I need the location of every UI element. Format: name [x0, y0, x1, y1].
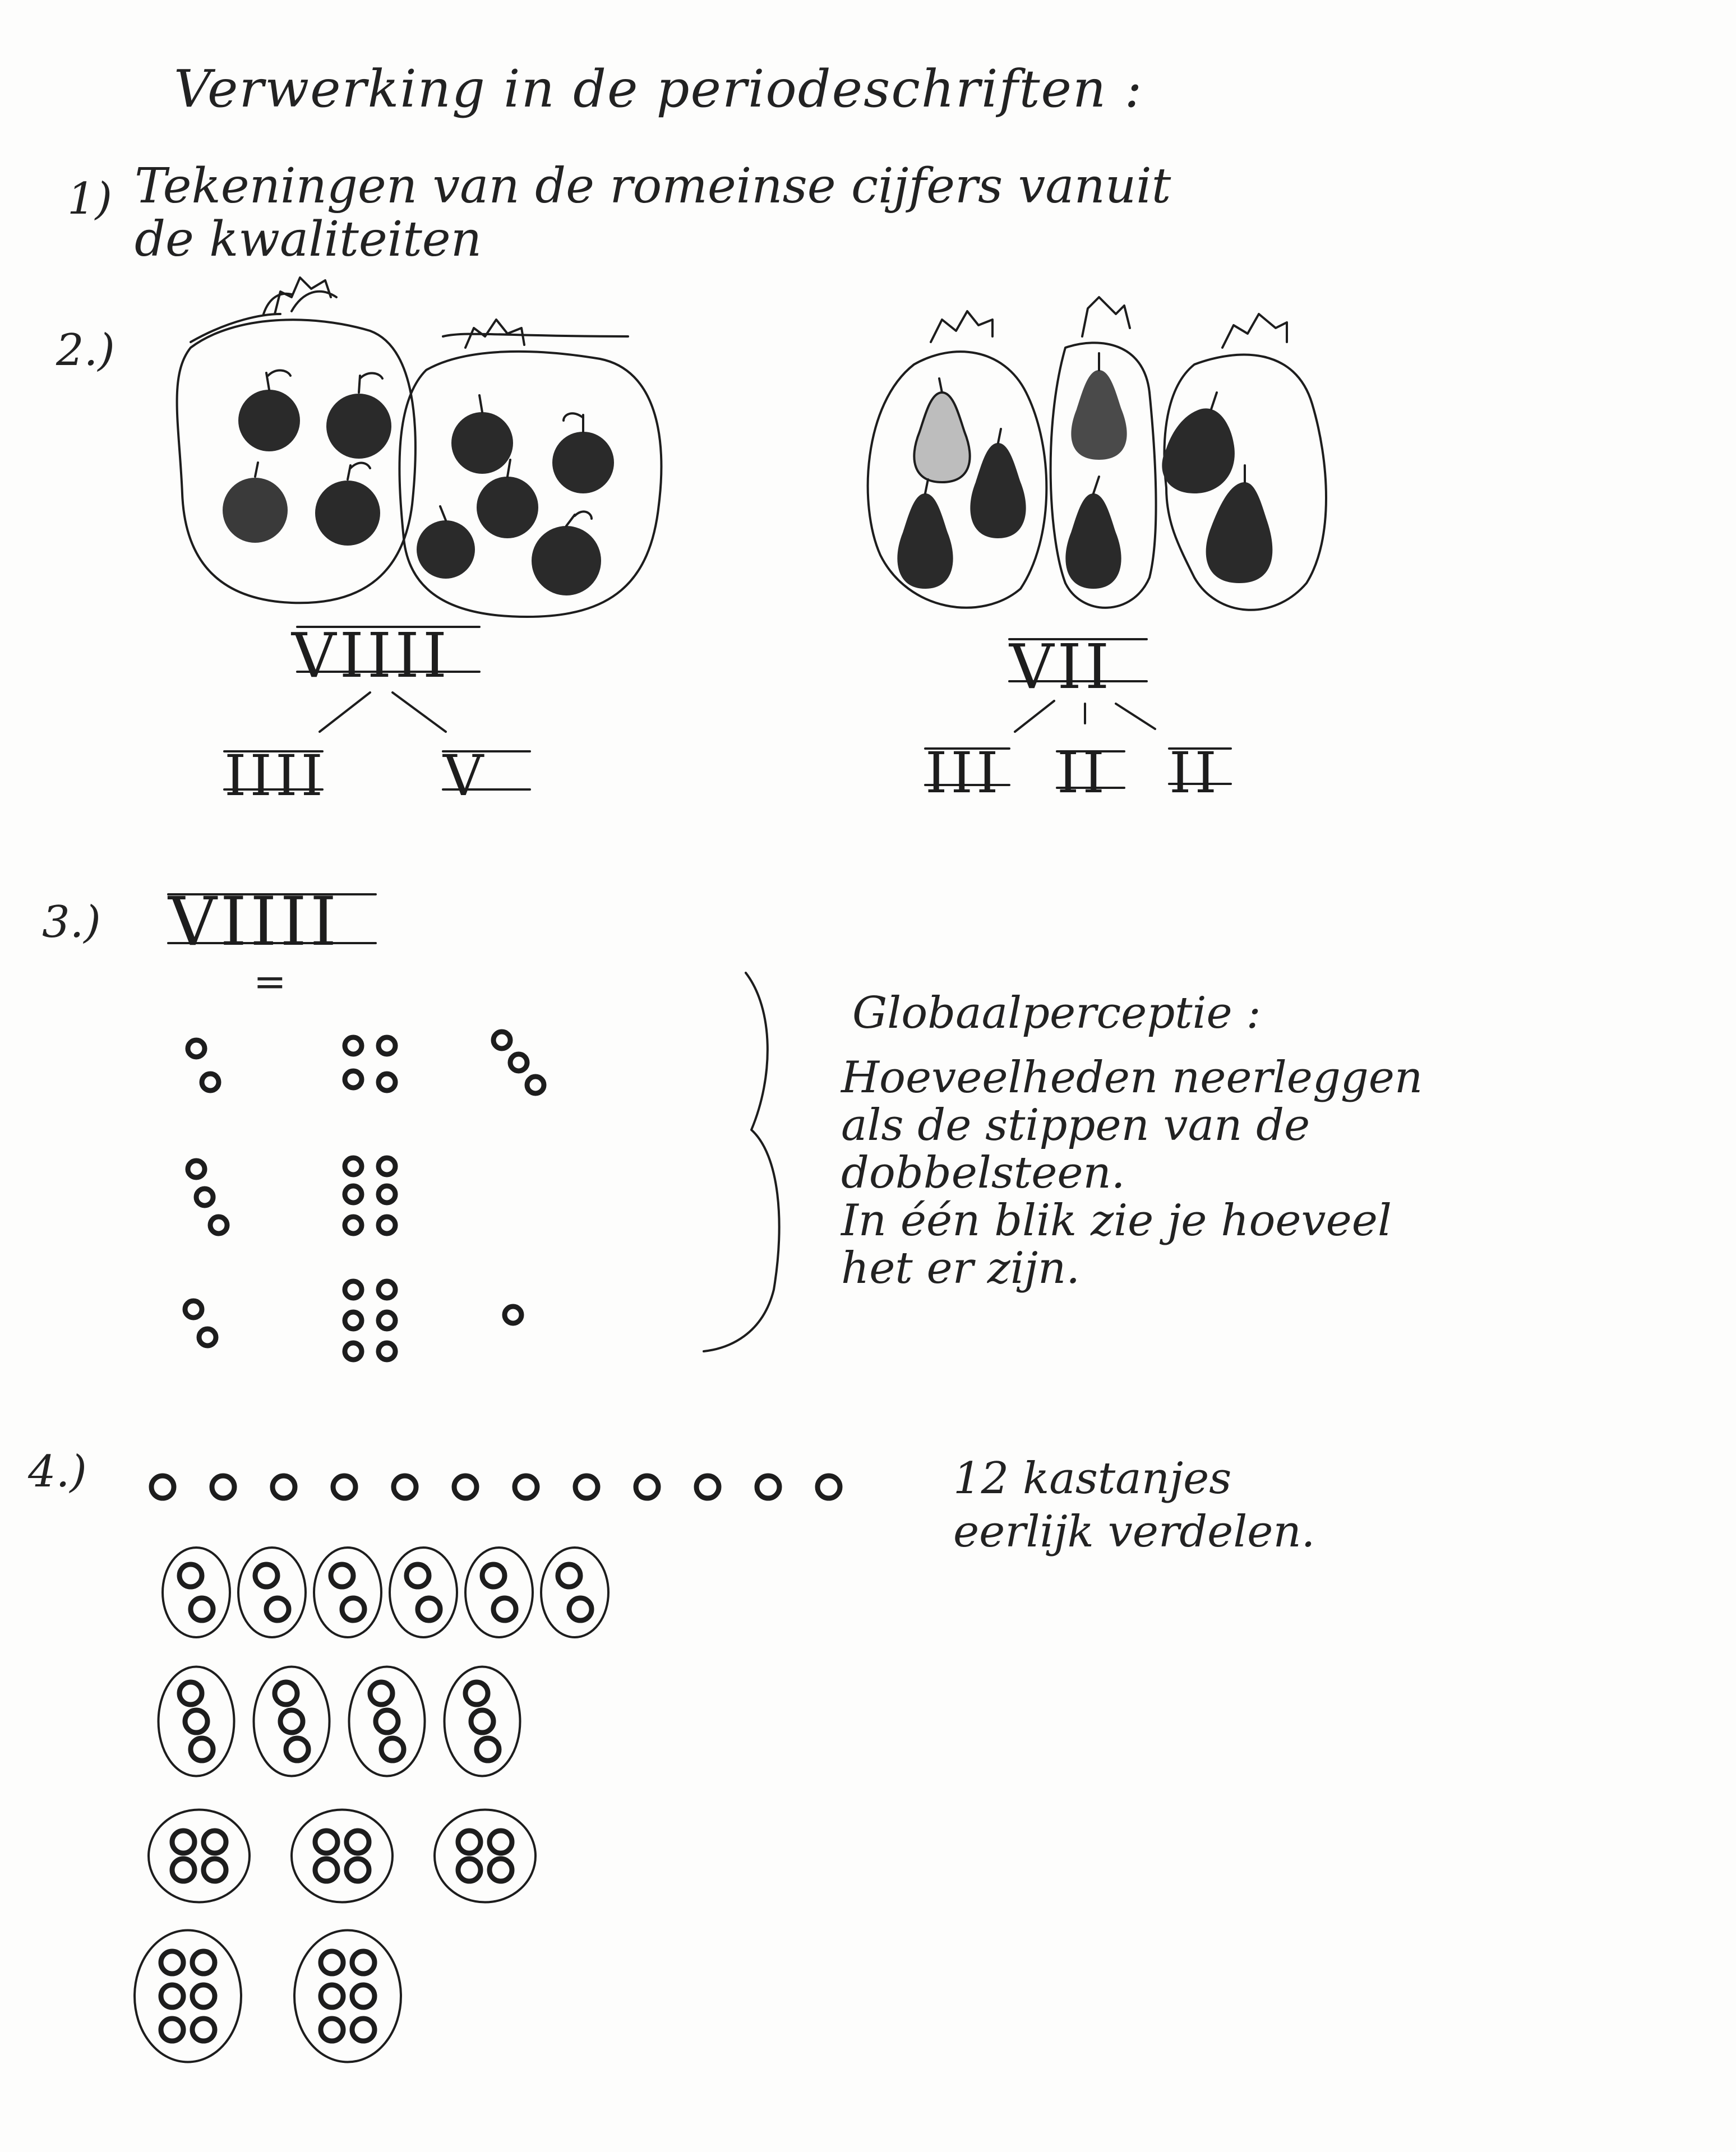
chestnut-dot: [347, 1831, 369, 1853]
chestnut-dot: [204, 1859, 226, 1881]
chestnut-dot: [458, 1859, 481, 1881]
section-1-number: 1): [67, 174, 113, 224]
chestnut-dot: [493, 1598, 516, 1620]
chestnut-dot: [465, 1682, 488, 1705]
chestnut-dot: [192, 1951, 215, 1974]
dice-dot: [378, 1037, 395, 1054]
apple-icon: [532, 511, 601, 595]
chestnut-dot: [333, 1476, 355, 1498]
chestnut-dot: [151, 1476, 174, 1498]
dice-dot: [210, 1217, 227, 1234]
chestnut-dot: [458, 1831, 481, 1853]
section-4-number: 4.): [28, 1447, 87, 1497]
apple-part-numeral-1: IIII: [224, 743, 327, 809]
chestnut-dot: [212, 1476, 234, 1498]
group-oval: [163, 1548, 230, 1637]
chestnut-dot: [407, 1564, 429, 1587]
dice-dot: [188, 1040, 205, 1057]
apple-icon: [223, 463, 288, 543]
note-line-5: In één blik zie je hoeveel: [841, 1195, 1392, 1246]
chestnut-dot: [454, 1476, 477, 1498]
dice-dot: [510, 1054, 527, 1071]
dice-dot: [202, 1074, 219, 1091]
dice-dot: [345, 1186, 362, 1203]
chestnut-dot: [575, 1476, 598, 1498]
group-oval: [149, 1810, 250, 1902]
dice-dot: [505, 1306, 521, 1323]
chestnut-dot: [172, 1831, 195, 1853]
section-1-line-1: Tekeningen van de romeinse cijfers vanuit: [135, 158, 1171, 214]
pear-icon: [1162, 392, 1235, 493]
dice-dot: [345, 1343, 362, 1360]
chestnut-dot: [490, 1859, 512, 1881]
chestnut-dot: [315, 1859, 338, 1881]
dice-dot: [527, 1077, 544, 1093]
dice-dot: [493, 1032, 510, 1049]
chestnut-dot: [376, 1710, 398, 1733]
chestnut-dot: [471, 1710, 493, 1733]
section-2-number: 2.): [56, 325, 115, 376]
pear-icon: [914, 378, 969, 482]
section-1-line-2: de kwaliteiten: [135, 211, 482, 267]
chestnut-dot: [275, 1682, 297, 1705]
chestnut-dot: [569, 1598, 592, 1620]
chestnut-dot: [477, 1738, 499, 1761]
chestnut-dot: [192, 1985, 215, 2007]
note-line-4: dobbelsteen.: [841, 1148, 1125, 1198]
chestnut-dot: [352, 2019, 375, 2041]
curly-brace: [704, 973, 779, 1351]
group-oval: [135, 1931, 241, 2062]
chestnut-dot: [818, 1476, 840, 1498]
chestnut-dot: [266, 1598, 289, 1620]
chestnut-dot: [273, 1476, 295, 1498]
dice-dot: [378, 1186, 395, 1203]
chestnut-dot: [255, 1564, 278, 1587]
dice-dot: [345, 1281, 362, 1298]
chestnut-dot: [558, 1564, 580, 1587]
chestnut-dot: [315, 1831, 338, 1853]
chestnut-dot: [185, 1710, 207, 1733]
dice-dot: [378, 1312, 395, 1329]
section-4-note-line-2: eerlijk verdelen.: [953, 1507, 1315, 1557]
dice-dot: [196, 1189, 213, 1206]
chestnut-dot: [321, 1985, 343, 2007]
apple-icon: [451, 395, 513, 474]
chestnut-dot: [192, 2019, 215, 2041]
group-oval: [541, 1548, 608, 1637]
dice-dot: [378, 1281, 395, 1298]
chestnut-dot: [179, 1564, 202, 1587]
chestnut-dot: [179, 1682, 202, 1705]
chestnut-dot: [757, 1476, 779, 1498]
chestnut-dot: [172, 1859, 195, 1881]
group-oval: [314, 1548, 381, 1637]
chestnut-dot: [331, 1564, 353, 1587]
pear-icon: [897, 479, 953, 589]
pear-icon: [1071, 353, 1126, 460]
chestnut-dot: [161, 1985, 183, 2007]
chestnut-dot: [191, 1738, 213, 1761]
pear-total-numeral: VII: [1009, 631, 1113, 703]
pear-icon: [970, 429, 1026, 538]
chestnut-dot: [490, 1831, 512, 1853]
apple-icon: [238, 371, 300, 451]
apple-part-numeral-2: V: [443, 743, 487, 809]
apple-icon: [315, 463, 380, 546]
note-line-3: als de stippen van de: [841, 1100, 1310, 1151]
section-4-note-line-1: 12 kastanjes: [953, 1453, 1232, 1504]
chestnut-dot: [342, 1598, 364, 1620]
dice-dot: [378, 1217, 395, 1234]
dice-dot: [345, 1158, 362, 1175]
equals-sign: =: [253, 959, 287, 1005]
chestnut-row: [151, 1476, 840, 1498]
dice-dot: [345, 1071, 362, 1088]
pear-part-numeral-3: II: [1169, 740, 1221, 806]
chestnut-dot: [321, 2019, 343, 2041]
note-line-2: Hoeveelheden neerleggen: [841, 1052, 1423, 1103]
section-3-numeral-bars: [168, 894, 376, 943]
chestnut-dot: [191, 1598, 213, 1620]
chestnut-dot: [204, 1831, 226, 1853]
section-3-numeral: VIIII: [168, 883, 340, 961]
dice-dot: [185, 1301, 202, 1318]
page-title: Verwerking in de periodeschriften :: [174, 59, 1143, 119]
group-oval: [292, 1810, 393, 1902]
note-line-1: Globaalperceptie :: [852, 988, 1261, 1038]
chestnut-dot: [280, 1710, 303, 1733]
pear-icon-group: [897, 353, 1272, 589]
chestnut-dot: [352, 1951, 375, 1974]
group-oval: [238, 1548, 306, 1637]
apple-icon-group: [223, 371, 614, 595]
dice-dot-patterns: [185, 1032, 544, 1360]
pear-part-numeral-2: II: [1057, 740, 1109, 806]
chestnut-dot: [515, 1476, 537, 1498]
group-oval: [465, 1548, 533, 1637]
apple-numeral-bars: [224, 627, 530, 789]
dice-dot: [345, 1037, 362, 1054]
dice-dot: [378, 1074, 395, 1091]
apple-total-numeral: VIIII: [292, 620, 451, 691]
note-line-6: het er zijn.: [841, 1243, 1081, 1294]
section-3-number: 3.): [42, 897, 101, 948]
chestnut-dot: [696, 1476, 719, 1498]
chestnut-dot: [161, 2019, 183, 2041]
chestnut-dot: [286, 1738, 308, 1761]
dice-dot: [345, 1312, 362, 1329]
group-oval: [435, 1810, 535, 1902]
pear-numeral-bars: [925, 639, 1231, 788]
chestnut-dot: [418, 1598, 440, 1620]
chestnut-dot: [321, 1951, 343, 1974]
chestnut-dot: [381, 1738, 404, 1761]
dice-dot: [188, 1161, 205, 1177]
pear-icon: [1065, 477, 1121, 589]
pear-part-numeral-1: III: [925, 740, 1002, 806]
chestnut-dot: [161, 1951, 183, 1974]
dice-dot: [378, 1158, 395, 1175]
group-oval: [294, 1931, 401, 2062]
chestnut-dot: [347, 1859, 369, 1881]
dice-dot: [378, 1343, 395, 1360]
chestnut-dot: [394, 1476, 416, 1498]
chestnut-groupings: [135, 1548, 608, 2062]
dice-dot: [199, 1329, 216, 1346]
dice-dot: [345, 1217, 362, 1234]
apple-icon: [326, 373, 391, 459]
chestnut-dot: [352, 1985, 375, 2007]
chestnut-dot: [370, 1682, 393, 1705]
group-oval: [390, 1548, 457, 1637]
chestnut-dot: [482, 1564, 505, 1587]
apple-icon: [417, 506, 475, 579]
chestnut-dot: [636, 1476, 658, 1498]
apple-icon: [552, 413, 614, 493]
